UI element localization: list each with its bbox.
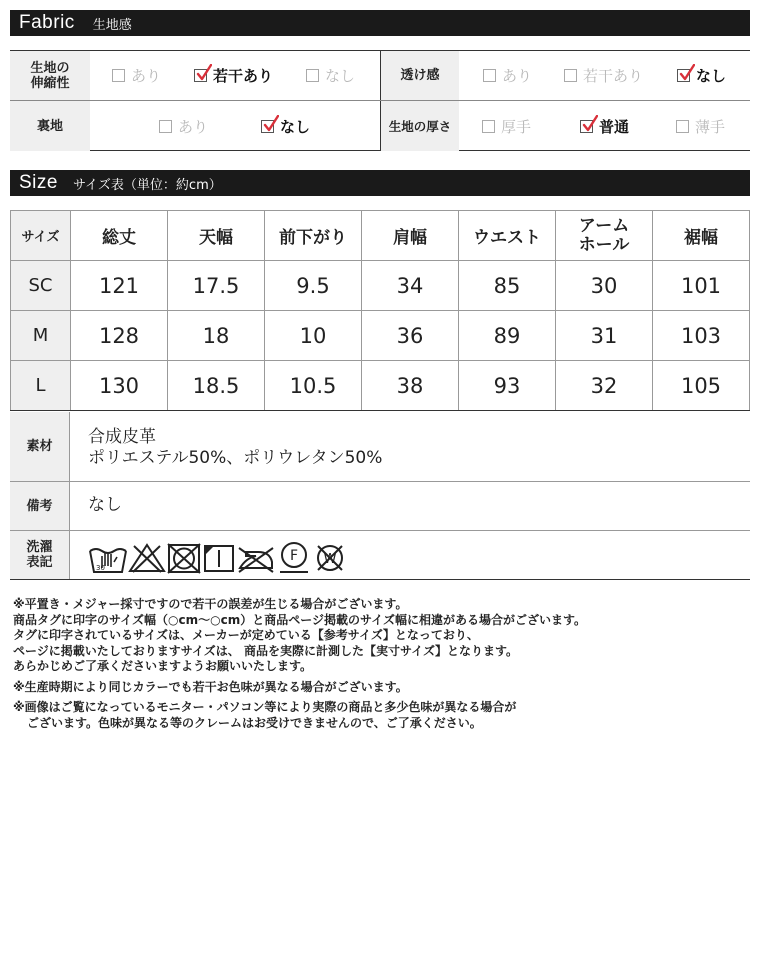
care-icons <box>88 541 348 575</box>
note-line: ございます。色味が異なる等のクレームはお受けできませんので、ご了承ください。 <box>27 715 482 730</box>
no-tumble-dry-icon <box>166 542 202 574</box>
thickness-label: 生地の厚さ <box>381 101 459 151</box>
table-row <box>11 311 750 361</box>
checked-checkbox-icon <box>194 69 207 82</box>
fabric-title-jp: 生地感 <box>92 17 132 33</box>
col-header: 前下がり <box>265 211 362 261</box>
stretch-option-3: なし <box>306 51 355 100</box>
table-cell: 10.5 <box>265 361 362 411</box>
stretch-label: 生地の 伸縮性 <box>10 51 90 100</box>
size-label: M <box>11 311 71 361</box>
no-bleach-icon <box>128 542 166 574</box>
checkbox-icon <box>306 69 319 82</box>
checkbox-icon <box>564 69 577 82</box>
remarks-row <box>10 482 750 531</box>
table-cell: 85 <box>459 261 556 311</box>
size-table-bottom-rule <box>10 410 750 411</box>
sheer-option-1: あり <box>483 51 532 100</box>
lining-option-2: なし <box>261 101 310 151</box>
col-header: ウエスト <box>459 211 556 261</box>
fabric-row-2 <box>10 101 750 151</box>
table-cell: 101 <box>653 261 750 311</box>
table-cell: 18.5 <box>168 361 265 411</box>
table-cell: 34 <box>362 261 459 311</box>
checked-checkbox-icon <box>580 120 593 133</box>
table-row <box>11 361 750 411</box>
thickness-option-3: 薄手 <box>676 101 725 151</box>
col-header: 裾幅 <box>653 211 750 261</box>
note-line: 商品タグに印字のサイズ幅（○cm〜○cm）と商品ページ掲載のサイズ幅に相違がある場合がございます。 <box>13 612 587 627</box>
checkbox-icon <box>483 69 496 82</box>
material-row <box>10 412 750 482</box>
checkbox-icon <box>112 69 125 82</box>
table-cell: 18 <box>168 311 265 361</box>
material-label: 素材 <box>10 412 70 481</box>
remarks-value: なし <box>88 495 122 515</box>
note-line: ※平置き・メジャー採寸ですので若干の誤差が生じる場合がございます。 <box>13 597 408 611</box>
hand-wash-icon <box>88 542 128 574</box>
table-cell: 121 <box>71 261 168 311</box>
sheer-label: 透け感 <box>381 51 459 100</box>
table-cell: 31 <box>556 311 653 361</box>
svg-text:30: 30 <box>96 564 105 572</box>
table-cell: 103 <box>653 311 750 361</box>
size-label: L <box>11 361 71 411</box>
fabric-header-bar <box>10 10 750 36</box>
line-dry-shade-icon <box>202 542 236 574</box>
lining-option-1: あり <box>159 101 208 151</box>
table-cell: 10 <box>265 311 362 361</box>
size-title-en: Size <box>19 172 58 193</box>
note-line: ※画像はご覧になっているモニター・パソコン等により実際の商品と多少色味が異なる場合が <box>13 700 517 714</box>
size-label: SC <box>11 261 71 311</box>
remarks-label: 備考 <box>10 482 70 530</box>
size-table <box>10 210 750 411</box>
table-cell: 36 <box>362 311 459 361</box>
size-title-jp: サイズ表（単位：約cm） <box>72 177 222 193</box>
care-label: 洗濯 表記 <box>10 531 70 579</box>
stretch-option-2: 若干あり <box>194 51 273 100</box>
size-header-row <box>11 211 750 261</box>
checkbox-icon <box>676 120 689 133</box>
table-cell: 9.5 <box>265 261 362 311</box>
fabric-title-en: Fabric <box>19 12 75 33</box>
note-line: ページに掲載いたしておりますサイズは、 商品を実際に計測した【実寸サイズ】となります。 <box>13 643 519 658</box>
material-value: 合成皮革 ポリエステル50%、ポリウレタン50% <box>88 427 383 468</box>
sheer-option-3: なし <box>677 51 726 100</box>
col-header: 天幅 <box>168 211 265 261</box>
dry-clean-f-icon <box>276 541 312 575</box>
table-cell: 38 <box>362 361 459 411</box>
table-cell: 17.5 <box>168 261 265 311</box>
thickness-option-2: 普通 <box>580 101 629 151</box>
size-corner-label: サイズ <box>11 211 71 261</box>
low-iron-icon <box>236 542 276 574</box>
table-cell: 105 <box>653 361 750 411</box>
col-header-armhole: アーム ホール <box>556 211 653 261</box>
stretch-option-1: あり <box>112 51 161 100</box>
table-cell: 89 <box>459 311 556 361</box>
note-line: タグに印字されているサイズは、メーカーが定めている【参考サイズ】となっており、 <box>13 628 479 642</box>
svg-text:F: F <box>289 548 299 564</box>
table-cell: 30 <box>556 261 653 311</box>
notes <box>13 597 586 731</box>
lining-label: 裏地 <box>10 101 90 151</box>
table-cell: 130 <box>71 361 168 411</box>
size-header-bar <box>10 170 750 196</box>
fabric-row-1 <box>10 51 750 101</box>
col-header: 総丈 <box>71 211 168 261</box>
sheer-option-2: 若干あり <box>564 51 643 100</box>
checked-checkbox-icon <box>261 120 274 133</box>
table-cell: 93 <box>459 361 556 411</box>
note-line: あらかじめご了承くださいますようお願いいたします。 <box>13 659 313 673</box>
col-header: 肩幅 <box>362 211 459 261</box>
table-cell: 32 <box>556 361 653 411</box>
checkbox-icon <box>482 120 495 133</box>
svg-text:W: W <box>323 552 337 567</box>
thickness-option-1: 厚手 <box>482 101 531 151</box>
table-row <box>11 261 750 311</box>
checkbox-icon <box>159 120 172 133</box>
checked-checkbox-icon <box>677 69 690 82</box>
table-cell: 128 <box>71 311 168 361</box>
note-line: ※生産時期により同じカラーでも若干お色味が異なる場合がございます。 <box>13 679 408 694</box>
fabric-table <box>10 50 750 151</box>
no-wet-clean-icon <box>312 542 348 574</box>
care-row <box>10 531 750 580</box>
